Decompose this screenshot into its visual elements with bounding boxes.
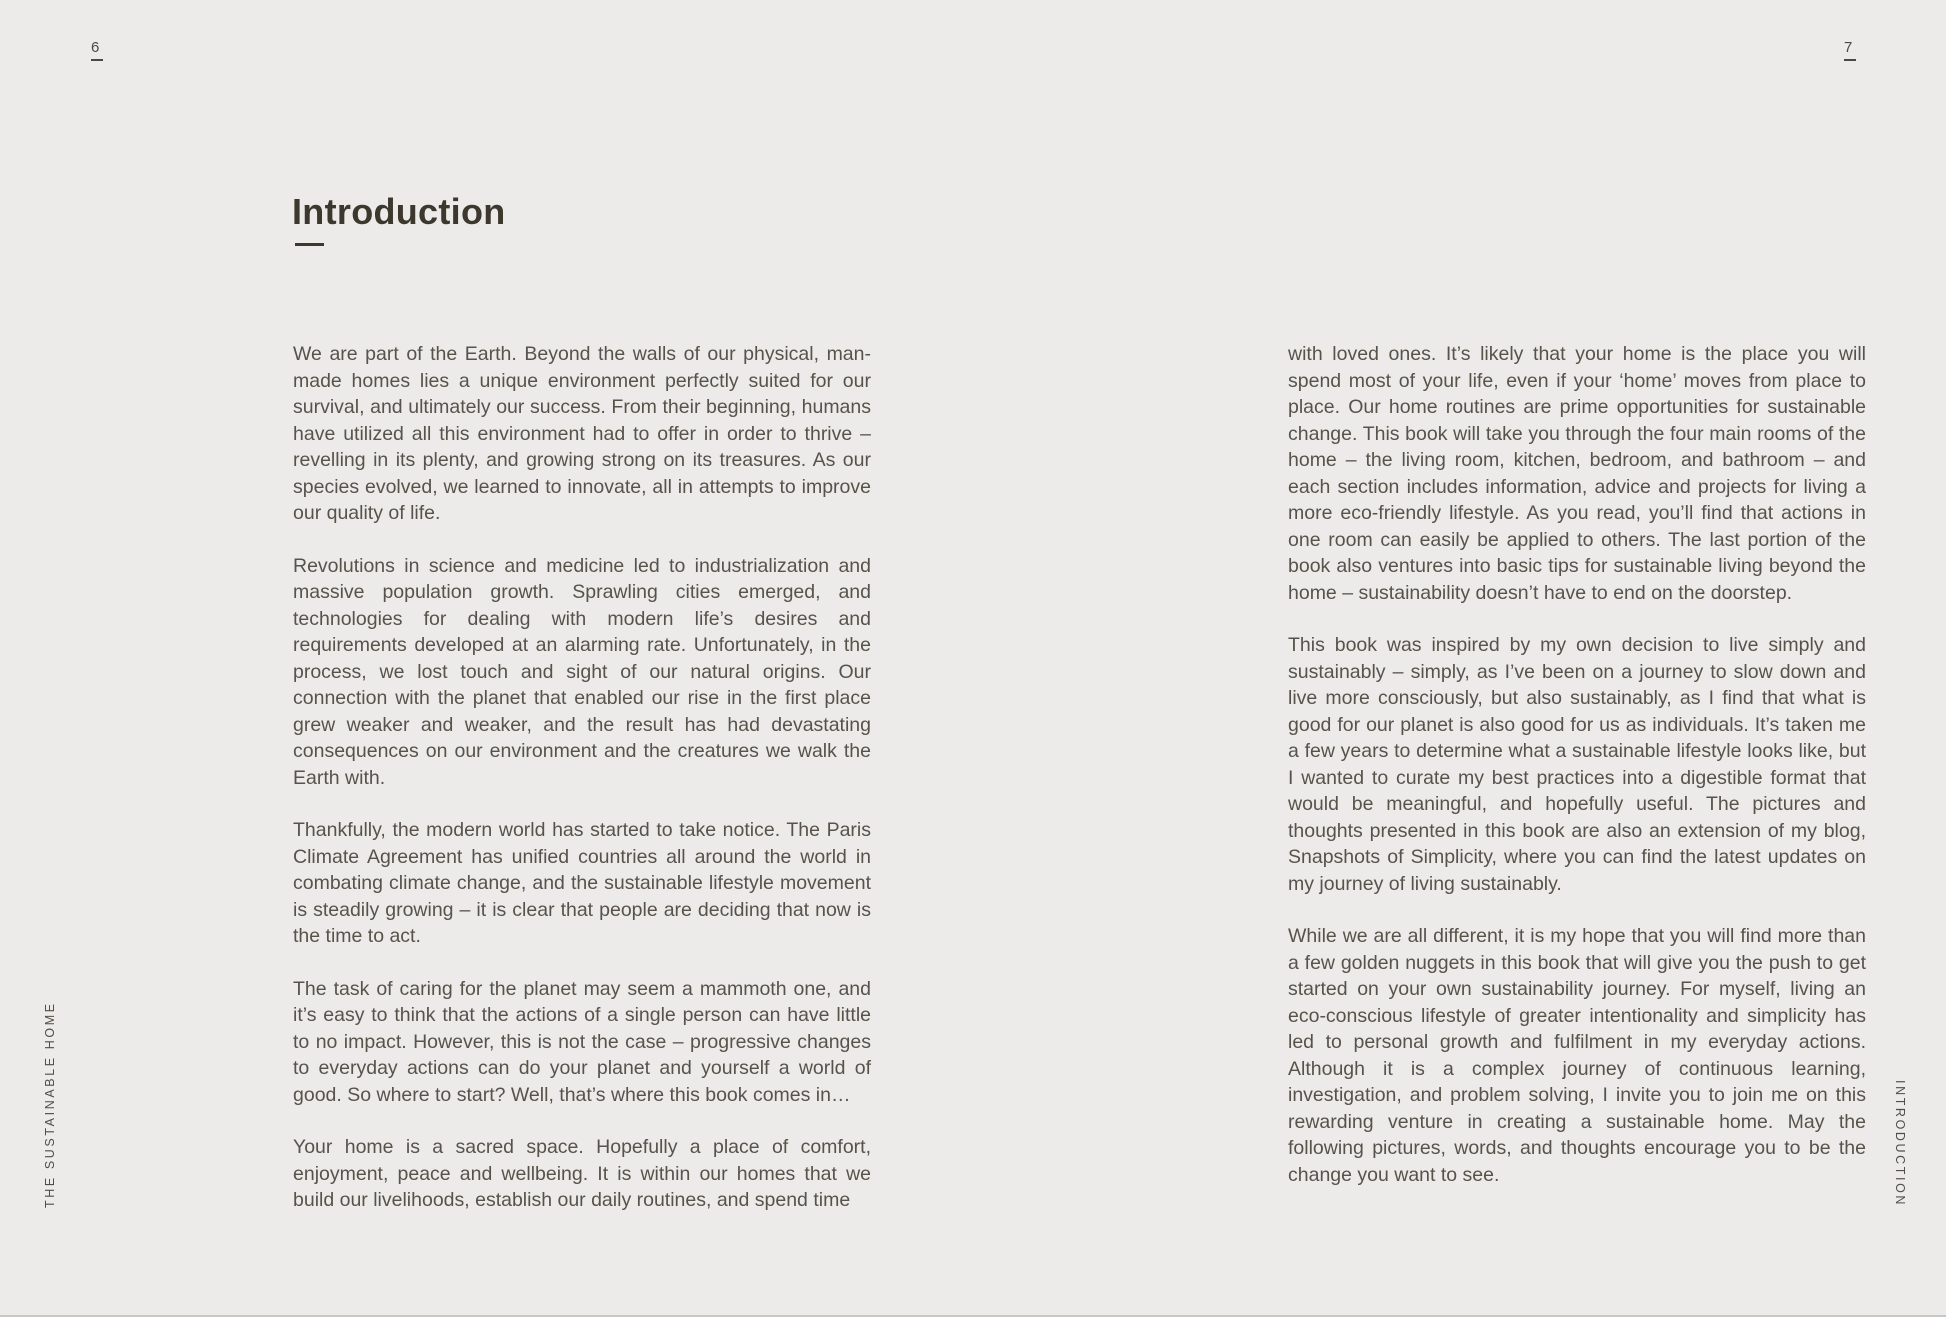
page-number-left-value: 6 [91, 39, 100, 56]
body-paragraph: Revolutions in science and medicine led to industrialization and massive population growth. Sprawling cities emerged, and technologies for dealing with modern life’s desires and requirements developed at an alarming rate. Unfortunately, in the process, we lost touch and sight of our natural origins. Our connection with the planet that enabled our rise in the first place grew weaker and weaker, and the result has had devastating consequences on our environment and the creatures we walk the Earth with. [293, 554, 871, 789]
left-page-text-column [293, 341, 871, 1214]
page-number-right [1844, 40, 1856, 61]
book-title-spine-label: THE SUSTAINABLE HOME [43, 1001, 57, 1208]
page-number-right-value: 7 [1844, 39, 1853, 56]
page-number-right-rule [1844, 59, 1856, 61]
body-paragraph: with loved ones. It’s likely that your home is the place you will spend most of your life, even if your ‘home’ moves from place to place. Our home routines are prime opportunities for sustainable change. This book will take you through the four main rooms of the home – the living room, kitchen, bedroom, and bathroom – and each section includes information, advice and projects for living a more eco-friendly lifestyle. As you read, you’ll find that actions in one room can easily be applied to others. The last portion of the book also ventures into basic tips for sustainable living beyond the home – sustainability doesn’t have to end on the doorstep. [1288, 343, 1866, 604]
right-page-text-column [1288, 341, 1866, 1188]
body-paragraph: Your home is a sacred space. Hopefully a place of comfort, enjoyment, peace and wellbeing. It is within our homes that we build our livelihoods, establish our daily routines, and spend time [293, 1136, 871, 1211]
page-number-left-rule [91, 59, 103, 61]
body-paragraph: The task of caring for the planet may seem a mammoth one, and it’s easy to think that the actions of a single person can have little to no impact. However, this is not the case – progressive changes to everyday actions can do your planet and yourself a world of good. So where to start? Well, that’s where this book comes in… [293, 977, 871, 1106]
body-paragraph: We are part of the Earth. Beyond the walls of our physical, man-made homes lies a unique environment perfectly suited for our survival, and ultimately our success. From their beginning, humans have utilized all this environment had to offer in order to thrive – revelling in its plenty, and growing strong on its treasures. As our species evolved, we learned to innovate, all in attempts to improve our quality of life. [293, 343, 871, 524]
chapter-title: Introduction [292, 191, 506, 233]
chapter-spine-label: INTRODUCTION [1893, 1080, 1907, 1208]
body-paragraph: This book was inspired by my own decision to live simply and sustainably – simply, as I’ve been on a journey to slow down and live more consciously, but also sustainably, as I find that what is good for our planet is also good for us as individuals. It’s taken me a few years to determine what a sustainable lifestyle looks like, but I wanted to curate my best practices into a digestible format that would be meaningful, and hopefully useful. The pictures and thoughts presented in this book are also an extension of my blog, Snapshots of Simplicity, where you can find the latest updates on my journey of living sustainably. [1288, 634, 1866, 895]
chapter-title-rule [295, 243, 324, 246]
page-number-left [91, 40, 103, 61]
body-paragraph: While we are all different, it is my hope that you will find more than a few golden nuggets in this book that will give you the push to get started on your own sustainability journey. For myself, living an eco-conscious lifestyle of greater intentionality and simplicity has led to personal growth and fulfilment in my everyday actions. Although it is a complex journey of continuous learning, investigation, and problem solving, I invite you to join me on this rewarding venture in creating a sustainable home. May the following pictures, words, and thoughts encourage you to be the change you want to see. [1288, 925, 1866, 1186]
body-paragraph: Thankfully, the modern world has started to take notice. The Paris Climate Agreement has unified countries all around the world in combating climate change, and the sustainable lifestyle movement is steadily growing – it is clear that people are deciding that now is the time to act. [293, 819, 871, 947]
